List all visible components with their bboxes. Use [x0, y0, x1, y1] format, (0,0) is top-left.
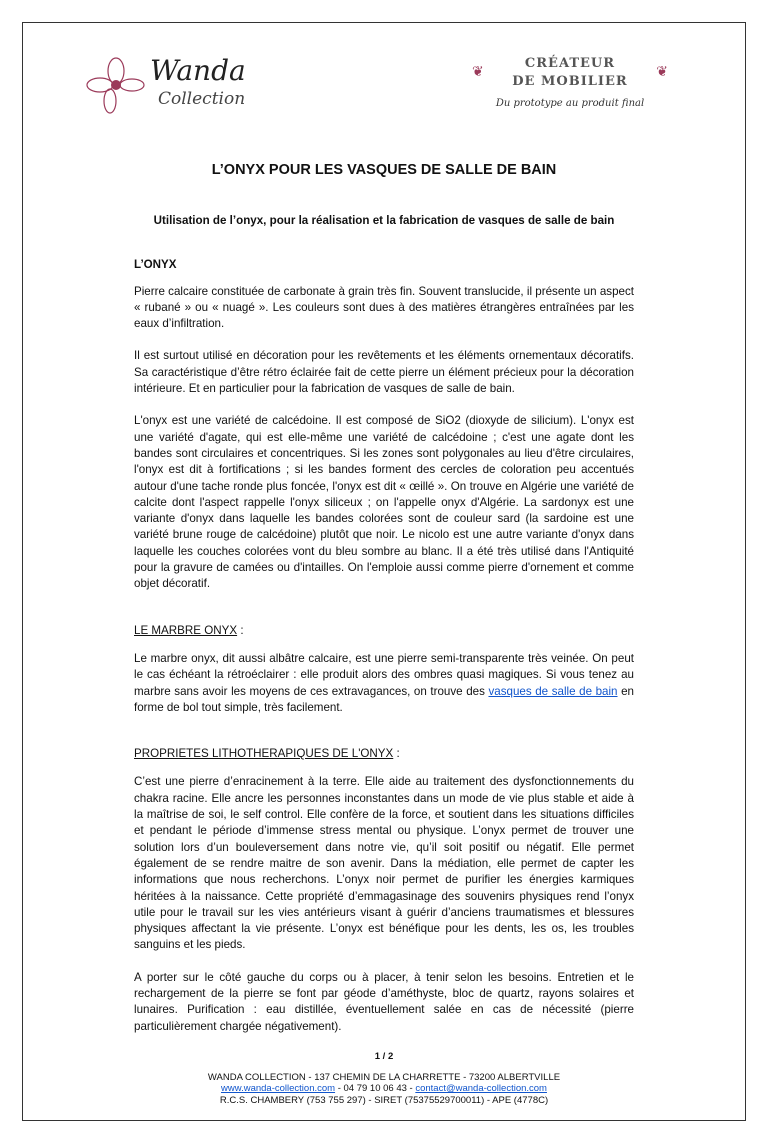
orchid-icon [86, 55, 148, 115]
page-subtitle: Utilisation de l’onyx, pour la réalisation et la fabrication de vasques de salle de bain [153, 214, 615, 227]
paragraph: Pierre calcaire constituée de carbonate à grain très fin. Souvent translucide, il présente un aspect « rubané » ou « nuagé ». Les couleurs sont dues à des matières étrangères entraînées par les eaux d’infiltration. [134, 284, 634, 331]
text: Le marbre onyx, dit aussi albâtre calcaire, est une pierre semi-transparente très veinée. On peut le cas échéant la rétroéclairer : elle produit alors des ombres quasi magiques. Si vous tenez au marbre sans avoir les moyens de ces extravagances, on trouve des [134, 651, 634, 698]
page-title: L’ONYX POUR LES VASQUES DE SALLE DE BAIN [211, 162, 557, 178]
logo-createur-text: CRÉATEUR [524, 56, 616, 71]
vasques-link[interactable]: vasques de salle de bain [488, 684, 618, 698]
logo-wanda-text: Wanda [150, 54, 246, 87]
paragraph: C’est une pierre d’enracinement à la terre. Elle aide au traitement des dysfonctionnements du chakra racine. Elle ancre les personnes inconstantes dans un mode de vie plus stable et aide à la maîtrise de soi, le self control. Elle confère de la force, et soutient dans les situations difficiles et pendant le période d’immense stress mental ou physique. L’onyx permet de trouver une solution lors d’un bouleversement dans notre vie, qu’il soit positif ou négatif. Elle permet également de se rendre maitre de son avenir. Dans la médiation, elle permet de capter les informations que nous recherchons. L’onyx noir permet de purifier les énergies karmiques héritées à la naissance. Cette propriété d’emmagasinage des souvenirs physiques rend l’onyx utile pour le travail sur les vies antérieurs visant à guérir d’anciens traumatismes et blessures physiques affectant la vie présente. L’onyx est bénéfique pour les dents, les os, les troubles sanguins et les pieds. [134, 775, 634, 952]
page-header [23, 23, 745, 161]
paragraph: A porter sur le côté gauche du corps ou à placer, à tenir selon les besoins. Entretien et le rechargement de la pierre se font par géode d’améthyste, bloc de quartz, rayons solaires et lunaires. Purification : eau distillée, éventuellement salée en cas de nécessité (pierre particulièrement chargée négativement). [134, 970, 634, 1033]
leaf-icon: ❦ [656, 63, 668, 79]
createur-de-mobilier-logo [470, 55, 670, 117]
heading-suffix: : [237, 623, 244, 637]
logo-collection-text: Collection [158, 89, 246, 109]
heading-suffix: : [393, 747, 400, 761]
website-link[interactable]: www.wanda-collection.com [221, 1083, 336, 1095]
logo-mobilier-text: DE MOBILIER [512, 74, 628, 89]
footer-address: WANDA COLLECTION - 137 CHEMIN DE LA CHARRETTE - 73200 ALBERTVILLE [207, 1071, 561, 1083]
page-border [22, 22, 746, 1121]
document-body [134, 161, 634, 1063]
paragraph [134, 651, 634, 716]
paragraph: L'onyx est une variété de calcédoine. Il est composé de SiO2 (dioxyde de silicium). L'onyx est une variété d'agate, qui est elle-même une variété de calcédoine ; c'est une agate dont les bandes sont circulaires et concentriques. Si les zones sont polygonales au lieu d'être circulaires, l'onyx est dit à fortifications ; si les bandes forment des cercles de coloration peu accentués autour d'une tache ronde plus foncée, l'onyx est dit « œillé ». On trouve en Algérie une variété de calcite dont l'aspect rappelle l'onyx siliceux ; on l'appelle onyx d'Algérie. La sardonyx est une variante d'onyx dans laquelle les bandes colorées sont de couleur sard (la sardoine est une variété brune rouge de calcédoine) plutôt que noir. Le nicolo est une autre variante d'onyx dans laquelle les couches colorées vont du bleu sombre au blanc. Il a été très utilisé dans l'Antiquité pour la gravure de camées ou d'intailles. On l'emploie aussi comme pierre d'ornement et comme objet décoratif. [134, 414, 634, 591]
footer [100, 1072, 668, 1107]
section-heading-proprietes [134, 746, 634, 762]
email-link[interactable]: contact@wanda-collection.com [415, 1083, 547, 1095]
heading-text: PROPRIETES LITHOTHERAPIQUES DE L'ONYX [134, 747, 394, 761]
logo-tagline: Du prototype au produit final [495, 98, 645, 109]
section-heading-marbre [134, 623, 634, 639]
heading-text: LE MARBRE ONYX [134, 623, 238, 637]
page-number: 1 / 2 [374, 1050, 394, 1062]
footer-phone: - 04 79 10 06 43 - [335, 1083, 416, 1095]
text: en forme de bol tout simple, très facilement. [134, 684, 634, 714]
wanda-collection-logo [86, 55, 276, 115]
leaf-icon: ❦ [472, 63, 484, 79]
section-heading-onyx: L’ONYX [134, 258, 177, 272]
footer-registration: R.C.S. CHAMBERY (753 755 297) - SIRET (75375529700011) - APE (4778C) [219, 1094, 549, 1106]
paragraph: Il est surtout utilisé en décoration pour les revêtements et les éléments ornementaux décoratifs. Sa caractéristique d’être rétro éclairée fait de cette pierre un élément précieux pour la décoration intérieure. Et en particulier pour la fabrication de vasques de salle de bain. [134, 349, 634, 396]
footer-contact [100, 1083, 668, 1095]
